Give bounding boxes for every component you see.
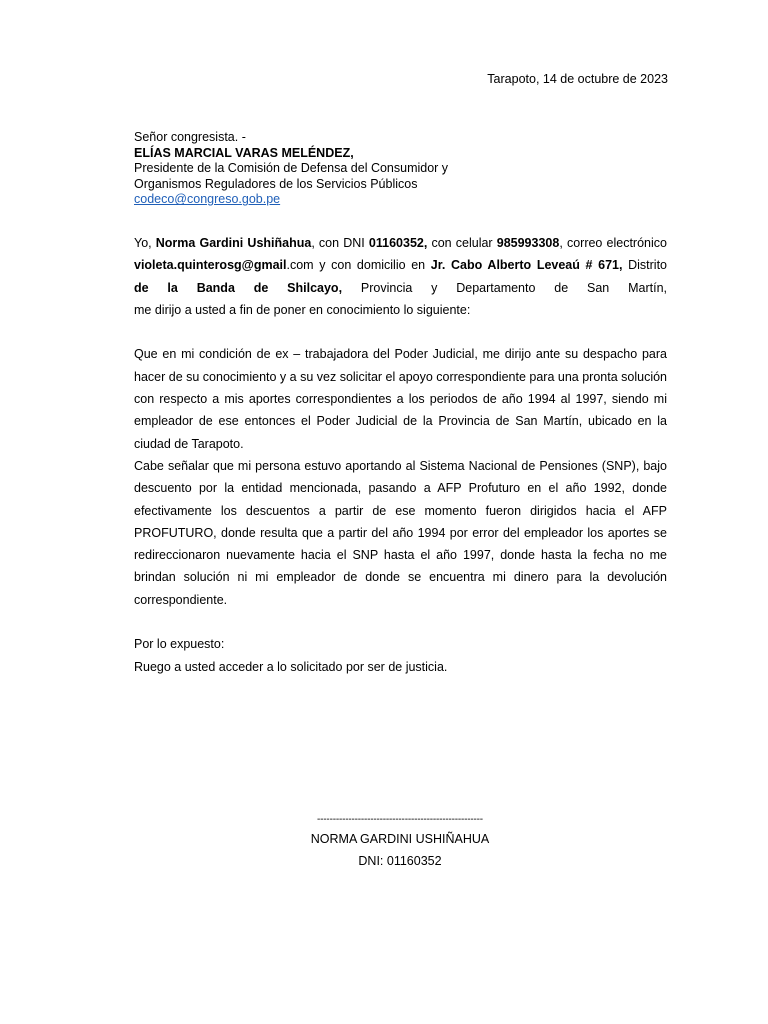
intro-text: Yo,	[134, 236, 156, 250]
signature-name: NORMA GARDINI USHIÑAHUA	[310, 832, 490, 846]
body-paragraph-1: Que en mi condición de ex – trabajadora del Poder Judicial, me dirijo ante su despacho para hacer de su conocimiento y a su vez solicitar el apoyo correspondiente para una pronta solución con respecto a mis aportes correspondientes a los periodos de año 1994 al 1997, siendo mi empleador de ese entonces el Poder Judicial de la Provincia de San Martín, ubicado en la ciudad de Tarapoto.	[134, 347, 667, 451]
signature-block	[300, 812, 500, 872]
addressee-block	[134, 130, 674, 208]
salutation: Señor congresista. -	[134, 130, 246, 144]
intro-text: Provincia y Departamento de San Martín,	[342, 280, 667, 295]
intro-text: , correo electrónico	[559, 236, 667, 250]
intro-text: , con DNI	[311, 236, 369, 250]
sender-address: Jr. Cabo Alberto Leveaú # 671,	[430, 258, 623, 273]
closing-line-2: Ruego a usted acceder a lo solicitado por ser de justicia.	[134, 659, 448, 674]
addressee-name: ELÍAS MARCIAL VARAS MELÉNDEZ,	[134, 145, 354, 160]
addressee-title-line-1: Presidente de la Comisión de Defensa del Consumidor y	[134, 161, 449, 176]
closing-line-1: Por lo expuesto:	[134, 637, 225, 652]
date-line: Tarapoto, 14 de octubre de 2023	[487, 72, 668, 86]
addressee-title-line-2: Organismos Reguladores de los Servicios Públicos	[134, 176, 418, 191]
intro-paragraph	[134, 232, 667, 321]
sender-phone: 985993308	[496, 236, 560, 250]
signature-line: -----------------------------------------------------	[317, 814, 483, 825]
intro-text: .com y con domicilio en	[286, 258, 431, 273]
intro-text: me dirijo a usted a fin de poner en conocimiento lo siguiente:	[134, 302, 471, 317]
body-paragraph-2: Cabe señalar que mi persona estuvo aportando al Sistema Nacional de Pensiones (SNP), bajo descuento por la entidad mencionada, pasando a AFP Profuturo en el año 1992, donde efectivamente los descuentos a partir de ese momento fueron dirigidos hacia el AFP PROFUTURO, donde resulta que a partir del año 1994 por error del empleador los aportes se redireccionaron nuevamente hacia el SNP hasta el año 1997, donde hasta la fecha no me brindan solución ni mi empleador de donde se encuentra mi dinero para la devolución correspondiente.	[134, 458, 667, 607]
sender-email: violeta.quinterosg@gmail	[134, 258, 287, 273]
sender-district: de la Banda de Shilcayo,	[134, 280, 343, 295]
letter-body	[134, 232, 667, 678]
intro-text: Distrito	[622, 258, 668, 273]
sender-name: Norma Gardini Ushiñahua	[155, 236, 312, 250]
sender-dni: 01160352,	[368, 236, 428, 250]
signature-dni: DNI: 01160352	[358, 854, 442, 868]
intro-text: con celular	[427, 236, 497, 250]
addressee-email-link[interactable]: codeco@congreso.gob.pe	[134, 192, 281, 207]
